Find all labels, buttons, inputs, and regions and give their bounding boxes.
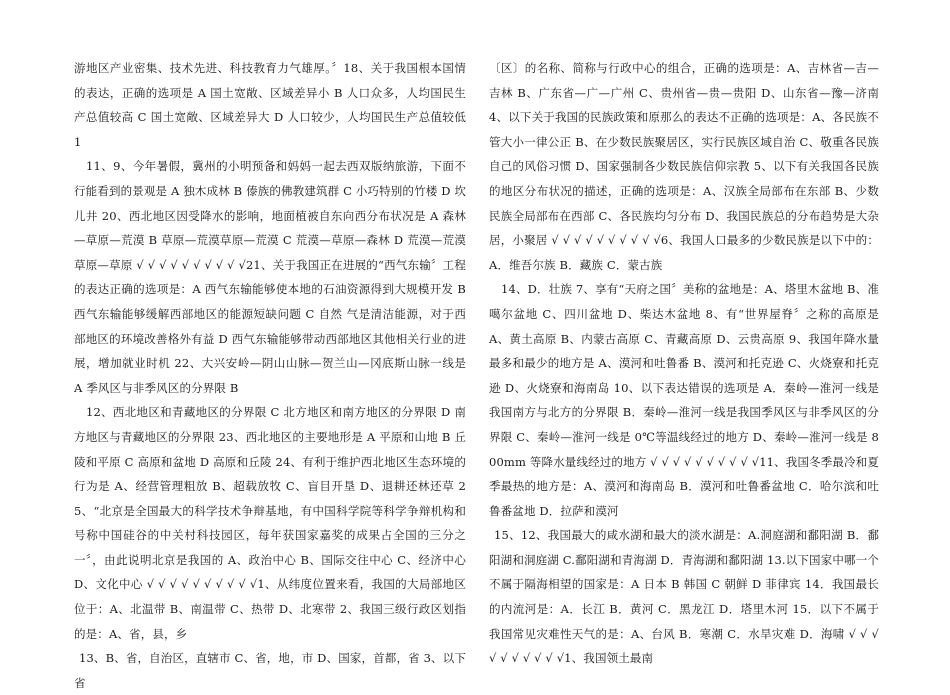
- left-paragraph-3: 12、西北地区和青藏地区的分界限 C 北方地区和南方地区的分界限 D 南方地区与青藏地区的分界限 23、西北地区的主要地形是 A 平原和山地 B 丘陵和平原 C 高原和盆地 D 高原和丘陵 24、有利于维护西北地区生态环境的行为是 A、经营管理粗放 B、超载放牧 C、盲目开垦 D、退耕还林还草 25、“北京是全国最大的科学技术争辩基地，有中国科学院等科学争辩机构和号称中国硅谷的中关村科技园区，每年获国家嘉奖的成果占全国的三分之一〞，由此说明北京是我国的 A、政治中心 B、国际交往中心 C、经济中心 D、文化中心 √ √ √ √ √ √ √ √ √ √1、从纬度位置来看，我国的大局部地区位于：A、北温带 B、南温带 C、热带 D、北寒带 2、我国三级行政区划指的是：A、省，县，乡: [74, 405, 466, 641]
- left-paragraph-2: 11、9、今年暑假，冀州的小明预备和妈妈一起去西双版纳旅游，下面不行能看到的景观是 A 独木成林 B 傣族的佛教建筑群 C 小巧特别的竹楼 D 坎儿井 20、西北地区因受降水的影响，地面植被自东向西分布状况是 A 森林—草原—荒漠 B 草原—荒漠草原—荒漠 C 荒漠—草原—森林 D 荒漠—荒漠草原—草原 √ √ √ √ √ √ √ √ √ √21、关于我国正在进展的“西气东输〞工程的表达正确的选项是：A 西气东输能够使本地的石油资源得到大规模开发 B 西气东输能够缓解西部地区的能源短缺问题 C 自然 气是清洁能源，对于西部地区的环境改善格外有益 D 西气东输能够带动西部地区其他相关行业的进展，增加就业时机 22、大兴安岭—阴山山脉—贺兰山—冈底斯山脉一线是 A 季风区与非季风区的分界限 B: [74, 159, 467, 395]
- left-paragraph-4: 13、B、省，自治区，直辖市 C、省，地，市 D、国家，首都，省 3、以下省: [74, 651, 466, 690]
- right-paragraph-3: 15、12、我国最大的咸水湖和最大的淡水湖是：A.洞庭湖和鄱阳湖 B．鄱阳湖和洞庭湖 C.鄱阳湖和青海湖 D．青海湖和鄱阳湖 13.以下国家中哪一个不属于隔海相望的国家是：A 日本 B 韩国 C 朝鲜 D 菲律宾 14．我国最长的内流河是：A．长江 B．黄河 C．黑龙江 D．塔里木河 15．以下不属于我国常见灾难性天气的是：A、台风 B．寒潮 C．水旱灾难 D．海啸 √ √ √ √ √ √ √ √ √ √1、我国领土最南: [489, 528, 879, 666]
- right-paragraph-1: 〔区〕的名称、简称与行政中心的组合，正确的选项是：A、吉林省—吉—吉林 B、广东省—广—广州 C、贵州省—贵—贵阳 D、山东省—豫—济南 4、以下关于我国的民族政策和原那么的表达不正确的选项是：A、各民族不管大小一律公正 B、在少数民族聚居区，实行民族区域自治 C、敬重各民族自己的风俗习惯 D、国家强制各少数民族信仰宗教 5、以下有关我国各民族的地区分布状况的描述，正确的选项是：A、汉族全局部布在东部 B、少数民族全局部布在西部 C、各民族均匀分布 D、我国民族总的分布趋势是大杂居，小聚居 √ √ √ √ √ √ √ √ √ √6、我国人口最多的少数民族是以下中的：A．维吾尔族 B．藏族 C．蒙古族: [489, 61, 879, 272]
- left-column: [74, 56, 466, 695]
- left-paragraph-1: 游地区产业密集、技术先进、科技教育力气雄厚。〞18、关于我国根本国情的表达，正确的选项是 A 国土宽敞、区域差异小 B 人口众多，人均国民生产总值较高 C 国土宽敞、区域差异大 D 人口较少，人均国民生产总值较低 1: [74, 61, 466, 149]
- right-paragraph-2: 14、D．壮族 7、享有“天府之国〞美称的盆地是：A、塔里木盆地 B、准噶尔盆地 C、四川盆地 D、柴达木盆地 8、有“世界屋脊〞之称的高原是 A、黄土高原 B、内蒙古高原 C、青藏高原 D、云贵高原 9、我国年降水量最多和最少的地方是 A、漠河和吐鲁番 B、漠河和托克逊 C、火烧寮和托克逊 D、火烧寮和海南岛 10、以下表达错误的选项是 A．秦岭—淮河一线是我国南方与北方的分界限 B．秦岭—淮河一线是我国季风区与非季风区的分界限 C、秦岭—淮河一线是 0℃等温线经过的地方 D、秦岭—淮河一线是 800mm 等降水量线经过的地方 √ √ √ √ √ √ √ √ √ √11、我国冬季最冷和夏季最热的地方是：A、漠河和海南岛 B．漠河和吐鲁番盆地 C．哈尔滨和吐鲁番盆地 D．拉萨和漠河: [489, 282, 879, 518]
- right-column: [489, 56, 879, 671]
